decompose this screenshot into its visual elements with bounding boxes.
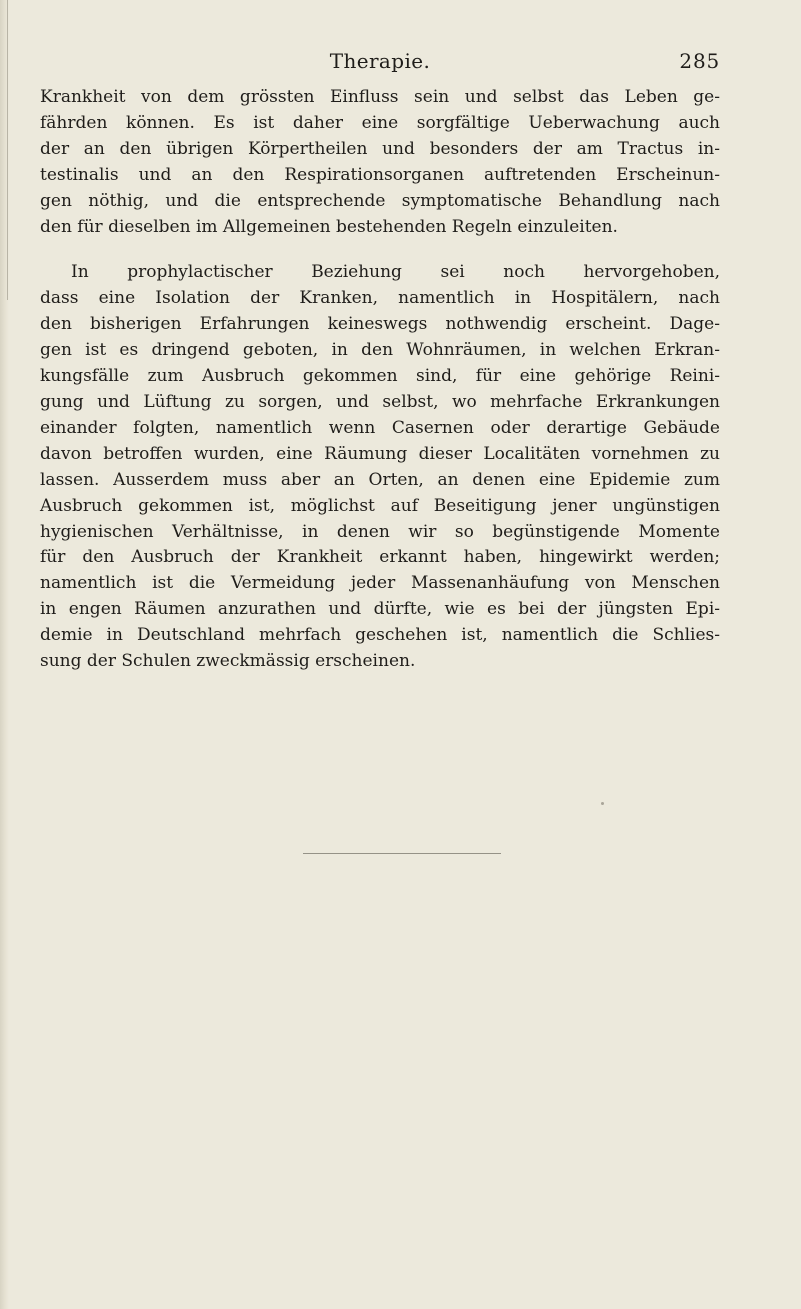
paragraph-2 <box>40 260 720 675</box>
text-line: gung und Lüftung zu sorgen, und selbst, wo mehrfache Erkrankungen <box>40 391 720 412</box>
text-line: den bisherigen Erfahrungen keineswegs nothwendig erscheint. Dage- <box>40 314 720 335</box>
text-line: testinalis und an den Respirationsorganen auftretenden Erscheinun- <box>40 164 720 185</box>
text-line: gen ist es dringend geboten, in den Wohnräumen, in welchen Erkran- <box>40 340 720 361</box>
text-line: Ausbruch gekommen ist, möglichst auf Beseitigung jener ungünstigen <box>40 495 720 516</box>
text-line: fährden können. Es ist daher eine sorgfältige Ueberwachung auch <box>40 112 720 133</box>
text-line: lassen. Ausserdem muss aber an Orten, an denen eine Epidemie zum <box>40 469 720 490</box>
running-header <box>40 47 720 75</box>
page-number: 285 <box>679 49 720 73</box>
text-line: gen nöthig, und die entsprechende symptomatische Behandlung nach <box>40 190 720 211</box>
text-line: hygienischen Verhältnisse, in denen wir so begünstigende Momente <box>40 521 720 542</box>
text-line: dass eine Isolation der Kranken, namentlich in Hospitälern, nach <box>40 288 720 309</box>
text-line: der an den übrigen Körpertheilen und besonders der am Tractus in- <box>40 138 720 159</box>
text-line: sung der Schulen zweckmässig erscheinen. <box>40 651 416 672</box>
paragraph-gap <box>40 240 720 260</box>
text-line: demie in Deutschland mehrfach geschehen ist, namentlich die Schlies- <box>40 625 720 646</box>
paragraph-1 <box>40 85 720 240</box>
text-line: für den Ausbruch der Krankheit erkannt haben, hingewirkt werden; <box>40 547 720 568</box>
text-line: Krankheit von dem grössten Einfluss sein und selbst das Leben ge- <box>40 87 720 107</box>
section-end-rule <box>303 853 501 854</box>
text-line: kungsfälle zum Ausbruch gekommen sind, für eine gehörige Reini- <box>40 366 720 387</box>
text-line: einander folgten, namentlich wenn Casernen oder derartige Gebäude <box>40 417 720 438</box>
page-binding-line <box>7 0 8 300</box>
text-line: In prophylactischer Beziehung sei noch hervorgehoben, <box>71 262 720 283</box>
text-line: in engen Räumen anzurathen und dürfte, wie es bei der jüngsten Epi- <box>40 599 720 620</box>
body-text <box>40 85 720 675</box>
print-speck <box>601 802 604 805</box>
text-line: davon betroffen wurden, eine Räumung dieser Localitäten vornehmen zu <box>40 443 720 464</box>
text-line: den für dieselben im Allgemeinen bestehenden Regeln einzuleiten. <box>40 216 618 237</box>
text-line: namentlich ist die Vermeidung jeder Massenanhäufung von Menschen <box>40 573 720 594</box>
running-title: Therapie. <box>329 49 431 73</box>
